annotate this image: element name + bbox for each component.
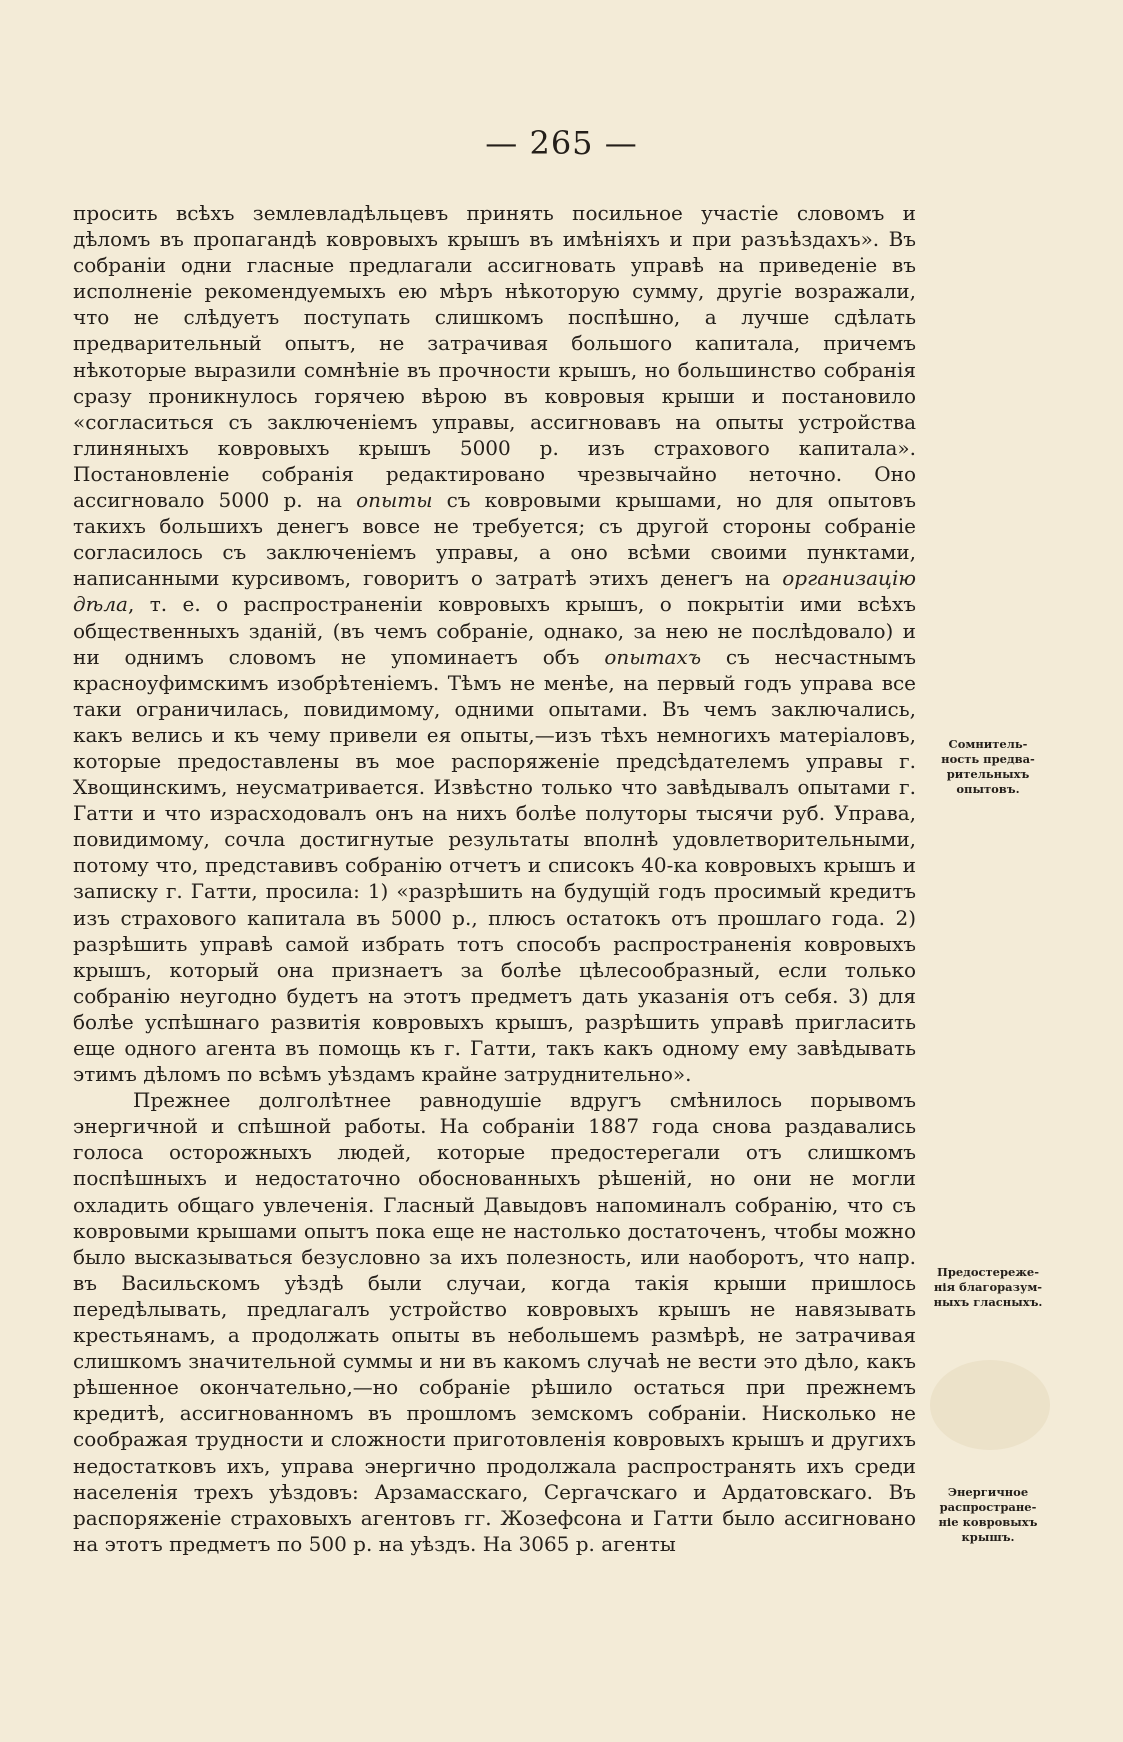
text-run: , т. е. о распространеніи ковровыхъ крышъ, о покрытіи ими всѣхъ общественныхъ зданій, (въ чемъ собраніе, однако, за нею не послѣдовало) и ни однимъ словомъ не упоминаетъ объ xyxy=(73,592,916,669)
page-number: — 265 — xyxy=(485,124,638,162)
margin-note-spread xyxy=(923,1485,1053,1545)
margin-note-doubt xyxy=(923,737,1053,797)
text-run: просить всѣхъ землевладѣльцевъ принять посильное участіе словомъ и дѣломъ въ пропагандѣ ковровыхъ крышъ въ имѣніяхъ и при разъѣздахъ». Въ собраніи одни гласные предлагали ассигновать управѣ на приведеніе въ исполненіе рекомендуемыхъ ею мѣръ нѣкоторую сумму, другіе возражали, что не слѣдуетъ поступать слишкомъ поспѣшно, а лучше сдѣлать предварительный опытъ, не затрачивая большого капитала, причемъ нѣкоторые выразили сомнѣніе въ прочности крышъ, но большинство собранія сразу проникнулось горячею вѣрою въ ковровыя крыши и постановило «согласиться съ заключеніемъ управы, ассигновавъ на опыты устройства глиняныхъ ковровыхъ крышъ 5000 р. изъ страхового капитала». Постановленіе собранія редактировано чрезвычайно неточно. Оно ассигновало 5000 р. на xyxy=(73,201,916,513)
margin-note-line: Энергичное xyxy=(947,1485,1029,1499)
margin-note-line: нія благоразум- xyxy=(933,1280,1043,1294)
margin-note-line: рительныхъ xyxy=(946,767,1030,781)
margin-note-line: опытовъ. xyxy=(956,782,1020,796)
paragraph xyxy=(73,200,916,1087)
main-text xyxy=(73,200,916,1557)
paper-stain xyxy=(930,1360,1050,1450)
text-run: Прежнее долголѣтнее равнодушіе вдругъ смѣнилось порывомъ энергичной и спѣшной работы. На собраніи 1887 года снова раздавались голоса осторожныхъ людей, которые предостерегали отъ слишкомъ поспѣшныхъ и недостаточно обоснованныхъ рѣшеній, но они не могли охладить общаго увлеченія. Гласный Давыдовъ напоминалъ собранію, что съ ковровыми крышами опытъ пока еще не настолько достаточенъ, чтобы можно было высказываться безусловно за ихъ полезность, или наоборотъ, что напр. въ Васильскомъ уѣздѣ были случаи, когда такія крыши пришлось передѣлывать, предлагалъ устройство ковровыхъ крышъ не навязывать крестьянамъ, а продолжать опыты въ небольшемъ размѣрѣ, не затрачивая слишкомъ значительной суммы и ни въ какомъ случаѣ не вести это дѣло, какъ рѣшенное окончательно,—но собраніе рѣшило остаться при прежнемъ кредитѣ, ассигнованномъ въ прошломъ земскомъ собраніи. Нисколько не соображая трудности и сложности приготовленія ковровыхъ крышъ и другихъ недостатковъ ихъ, управа энергично продолжала распространять ихъ среди населенія трехъ уѣздовъ: Арзамасскаго, Сергачскаго и Ардатовскаго. Въ распоряженіе страховыхъ агентовъ гг. Жозефсона и Гатти было ассигновано на этотъ предметъ по 500 р. на уѣздъ. На 3065 р. агенты xyxy=(73,1088,916,1556)
italic-text-run: опытахъ xyxy=(604,644,702,669)
margin-note-line: Предостереже- xyxy=(936,1265,1040,1279)
margin-note-line: распростране- xyxy=(939,1500,1037,1514)
margin-note-line: ность предва- xyxy=(941,752,1035,766)
italic-text-run: опыты xyxy=(356,488,433,513)
italic-text-run: организацію дѣла xyxy=(73,566,916,617)
margin-note-warnings xyxy=(923,1265,1053,1310)
margin-note-line: крышъ. xyxy=(961,1530,1015,1544)
margin-note-line: ныхъ гласныхъ. xyxy=(933,1295,1043,1309)
margin-note-line: Сомнитель- xyxy=(948,737,1028,751)
paragraph xyxy=(73,1087,916,1557)
text-run: съ ковровыми крышами, но для опытовъ такихъ большихъ денегъ вовсе не требуется; съ другой стороны собраніе согласилось съ заключеніемъ управы, а оно всѣми своими пунктами, написанными курсивомъ, говоритъ о затратѣ этихъ денегъ на xyxy=(73,488,916,591)
text-run: съ несчастнымъ красноуфимскимъ изобрѣтеніемъ. Тѣмъ не менѣе, на первый годъ управа все таки ограничилась, повидимому, одними опытами. Въ чемъ заключались, какъ велись и къ чему привели ея опыты,—изъ тѣхъ немногихъ матеріаловъ, которые предоставлены въ мое распоряженіе предсѣдателемъ управы г. Хвощинскимъ, неусматривается. Извѣстно только что завѣдывалъ опытами г. Гатти и что израсходовалъ онъ на нихъ болѣе полуторы тысячи руб. Управа, повидимому, сочла достигнутые результаты вполнѣ удовлетворительными, потому что, представивъ собранію отчетъ и списокъ 40-ка ковровыхъ крышъ и записку г. Гатти, просила: 1) «разрѣшить на будущій годъ просимый кредитъ изъ страхового капитала въ 5000 р., плюсъ остатокъ отъ прошлаго года. 2) разрѣшить управѣ самой избрать тотъ способъ распространенія ковровыхъ крышъ, который она признаетъ за болѣе цѣлесообразный, если только собранію неугодно будетъ на этотъ предметъ дать указанія отъ себя. 3) для болѣе успѣшнаго развитія ковровыхъ крышъ, разрѣшить управѣ пригласить еще одного агента въ помощь къ г. Гатти, такъ какъ одному ему завѣдывать этимъ дѣломъ по всѣмъ уѣздамъ крайне затруднительно». xyxy=(73,644,916,1087)
margin-note-line: ніе ковровыхъ xyxy=(938,1515,1038,1529)
